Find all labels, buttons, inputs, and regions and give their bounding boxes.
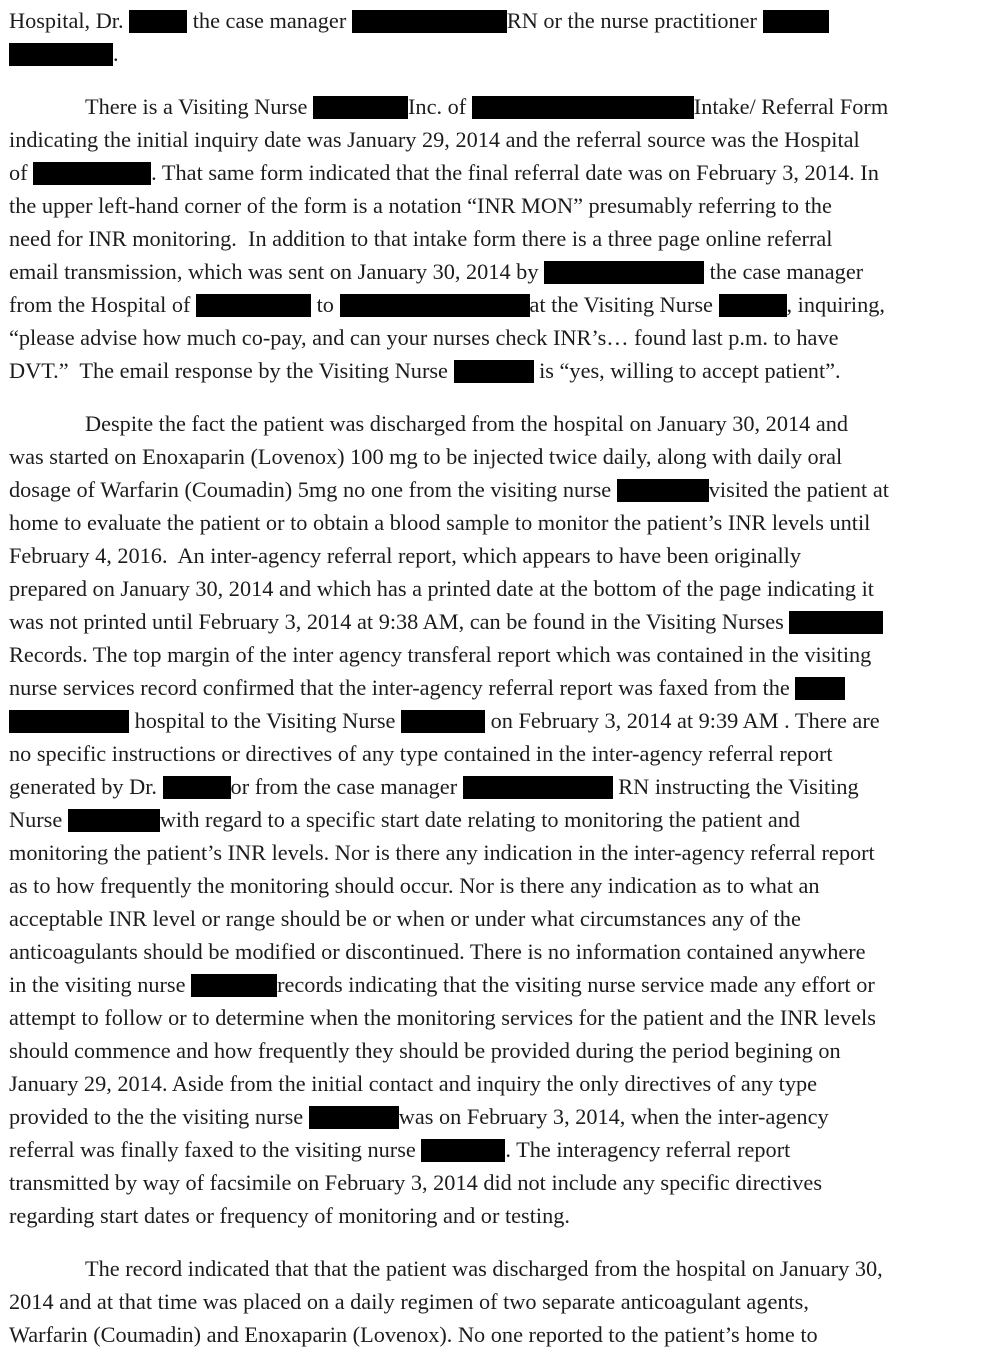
redaction-box	[472, 96, 694, 119]
redaction-box	[789, 611, 883, 634]
text-segment: Intake/ Referral Form	[693, 94, 889, 119]
text-line	[9, 1285, 809, 1318]
text-line	[85, 1252, 883, 1285]
redaction-box	[9, 710, 129, 733]
redaction-box	[401, 710, 485, 733]
redaction-box	[163, 776, 231, 799]
text-segment: dosage of Warfarin (Coumadin) 5mg no one from the visiting nurse	[9, 477, 617, 502]
text-segment: attempt to follow or to determine when the monitoring services for the patient and the INR levels	[9, 1005, 876, 1030]
redaction-box	[309, 1106, 399, 1129]
text-line	[9, 671, 845, 704]
redaction-box	[340, 294, 530, 317]
text-line	[9, 803, 800, 836]
text-line	[9, 1100, 829, 1133]
text-segment: email transmission, which was sent on January 30, 2014 by	[9, 259, 545, 284]
text-line	[9, 156, 879, 189]
text-segment: was on February 3, 2014, when the inter-agency	[398, 1104, 829, 1129]
text-line	[9, 935, 866, 968]
text-segment: need for INR monitoring. In addition to that intake form there is a three page online referral	[9, 226, 833, 251]
text-segment: generated by Dr.	[9, 774, 163, 799]
text-segment: Warfarin (Coumadin) and Enoxaparin (Lovenox). No one reported to the patient’s home to	[9, 1322, 818, 1347]
text-segment: Records. The top margin of the inter agency transferal report which was contained in the visiting	[9, 642, 872, 667]
text-line	[9, 440, 842, 473]
text-segment: RN instructing the Visiting	[612, 774, 859, 799]
text-line	[9, 770, 859, 803]
text-segment: Despite the fact the patient was discharged from the hospital on January 30, 2014 and	[85, 411, 849, 436]
text-line	[9, 704, 880, 737]
text-line	[9, 189, 832, 222]
text-segment: of	[9, 160, 34, 185]
text-line	[85, 407, 848, 440]
text-segment: or from the case manager	[230, 774, 463, 799]
text-segment: in the visiting nurse	[9, 972, 192, 997]
redaction-box	[129, 10, 187, 33]
redaction-box	[454, 360, 534, 383]
text-segment: as to how frequently the monitoring should occur. Nor is there any indication as to what an	[9, 873, 820, 898]
redaction-box	[763, 10, 829, 33]
text-segment: January 29, 2014. Aside from the initial contact and inquiry the only directives of any type	[9, 1071, 818, 1096]
text-segment: home to evaluate the patient or to obtain a blood sample to monitor the patient’s INR levels until	[9, 510, 871, 535]
text-segment: to	[311, 292, 340, 317]
text-segment: was not printed until February 3, 2014 at 9:38 AM, can be found in the Visiting Nurses	[9, 609, 790, 634]
text-segment: on February 3, 2014 at 9:39 AM . There are	[485, 708, 880, 733]
redaction-box	[191, 974, 277, 997]
text-line	[9, 354, 841, 387]
text-line	[9, 255, 863, 288]
text-line	[9, 1001, 876, 1034]
redaction-box	[463, 776, 613, 799]
redaction-box	[196, 294, 311, 317]
text-segment: the case manager	[704, 259, 864, 284]
text-segment: prepared on January 30, 2014 and which has a printed date at the bottom of the page indicating it	[9, 576, 874, 601]
redaction-box	[795, 677, 845, 700]
text-segment: There is a Visiting Nurse	[85, 94, 313, 119]
text-line	[9, 968, 875, 1001]
text-segment: Inc. of	[408, 94, 472, 119]
text-line	[9, 572, 874, 605]
text-segment: acceptable INR level or range should be or when or under what circumstances any of the	[9, 906, 801, 931]
text-segment: no specific instructions or directives of any type contained in the inter-agency referral report	[9, 741, 833, 766]
text-segment: from the Hospital of	[9, 292, 197, 317]
text-segment: referral was finally faxed to the visiting nurse	[9, 1137, 422, 1162]
text-segment: February 4, 2016. An inter-agency referral report, which appears to have been originally	[9, 543, 802, 568]
text-segment: records indicating that the visiting nurse service made any effort or	[277, 972, 875, 997]
text-segment: the case manager	[187, 8, 352, 33]
text-segment: with regard to a specific start date relating to monitoring the patient and	[159, 807, 801, 832]
text-line	[9, 37, 119, 70]
text-segment: transmitted by way of facsimile on February 3, 2014 did not include any specific directives	[9, 1170, 822, 1195]
text-line	[9, 836, 875, 869]
text-segment: the upper left-hand corner of the form is a notation “INR MON” presumably referring to the	[9, 193, 832, 218]
text-segment: provided to the the visiting nurse	[9, 1104, 309, 1129]
redaction-box	[617, 479, 709, 502]
text-line	[9, 1133, 790, 1166]
redaction-box	[719, 294, 787, 317]
text-segment: The record indicated that that the patient was discharged from the hospital on January 30,	[85, 1256, 883, 1281]
text-segment: monitoring the patient’s INR levels. Nor is there any indication in the inter-agency referral report	[9, 840, 875, 865]
text-segment: Nurse	[9, 807, 68, 832]
text-segment: is “yes, willing to accept patient”.	[533, 358, 841, 383]
text-line	[9, 605, 883, 638]
text-segment: RN or the nurse practitioner	[506, 8, 763, 33]
redaction-box	[421, 1139, 505, 1162]
text-line	[85, 90, 888, 123]
text-segment: hospital to the Visiting Nurse	[129, 708, 401, 733]
text-line	[9, 737, 833, 770]
text-line	[9, 1166, 822, 1199]
text-segment: visited the patient at	[708, 477, 889, 502]
text-line	[9, 123, 860, 156]
text-segment: at the Visiting Nurse	[529, 292, 719, 317]
redaction-box	[9, 43, 113, 66]
text-line	[9, 638, 871, 671]
text-line	[9, 869, 820, 902]
text-segment: indicating the initial inquiry date was January 29, 2014 and the referral source was the Hospital	[9, 127, 860, 152]
text-segment: . That same form indicated that the final referral date was on February 3, 2014. In	[151, 160, 879, 185]
text-segment: . The interagency referral report	[505, 1137, 791, 1162]
text-line	[9, 321, 839, 354]
text-segment: 2014 and at that time was placed on a daily regimen of two separate anticoagulant agents,	[9, 1289, 809, 1314]
text-segment: DVT.” The email response by the Visiting Nurse	[9, 358, 454, 383]
text-line	[9, 506, 870, 539]
text-segment: regarding start dates or frequency of monitoring and or testing.	[9, 1203, 570, 1228]
redaction-box	[313, 96, 408, 119]
text-segment: nurse services record confirmed that the inter-agency referral report was faxed from the	[9, 675, 796, 700]
text-segment: anticoagulants should be modified or discontinued. There is no information contained anywhere	[9, 939, 866, 964]
text-segment: Hospital, Dr.	[9, 8, 130, 33]
redaction-box	[68, 809, 160, 832]
text-line	[9, 1318, 818, 1351]
redaction-box	[544, 261, 704, 284]
redaction-box	[33, 162, 151, 185]
redaction-box	[352, 10, 507, 33]
text-line	[9, 4, 829, 37]
text-line	[9, 1067, 817, 1100]
text-segment: should commence and how frequently they should be provided during the period begining on	[9, 1038, 841, 1063]
text-segment: was started on Enoxaparin (Lovenox) 100 mg to be injected twice daily, along with daily oral	[9, 444, 843, 469]
text-segment: , inquiring,	[786, 292, 885, 317]
text-line	[9, 222, 832, 255]
text-segment: “please advise how much co-pay, and can your nurses check INR’s… found last p.m. to have	[9, 325, 839, 350]
text-line	[9, 288, 885, 321]
text-line	[9, 902, 801, 935]
text-line	[9, 1034, 841, 1067]
text-line	[9, 473, 889, 506]
text-line	[9, 1199, 570, 1232]
text-segment: .	[113, 41, 119, 66]
text-line	[9, 539, 801, 572]
